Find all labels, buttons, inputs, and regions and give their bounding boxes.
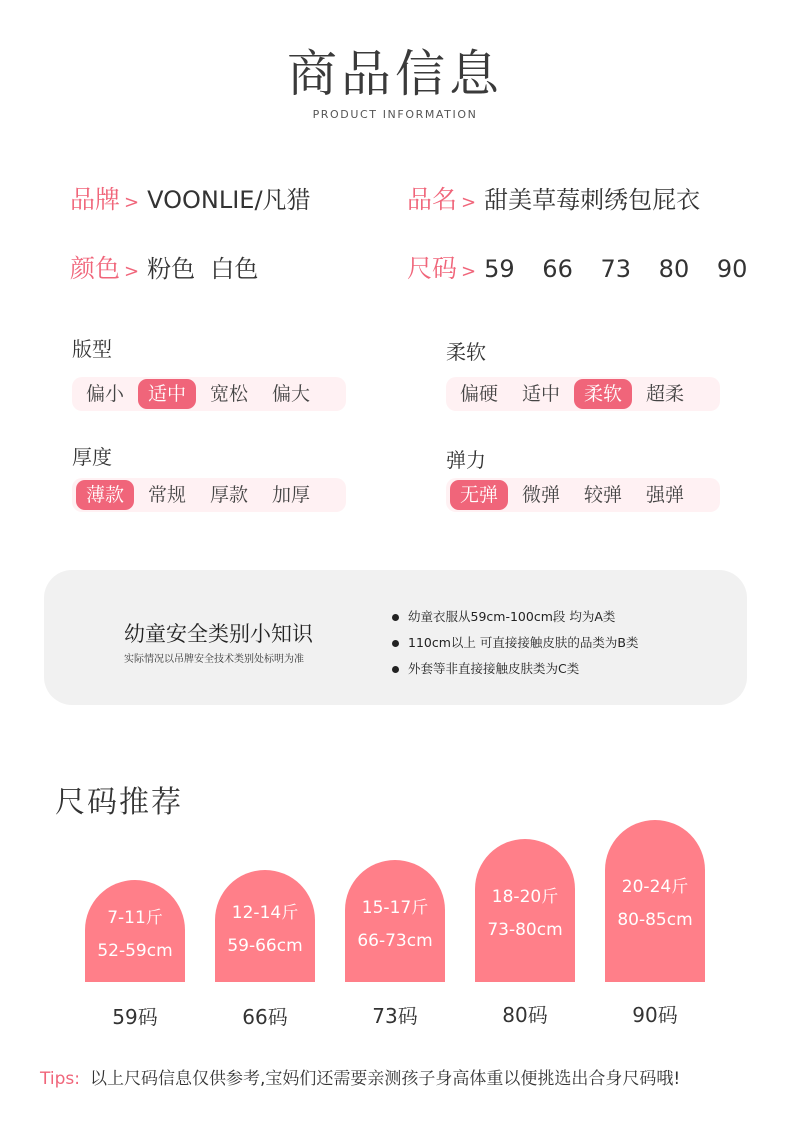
- thickness-option: 常规: [148, 484, 187, 506]
- size-value: 90: [716, 255, 748, 283]
- page-title: 商品信息: [287, 45, 503, 103]
- knowledge-list: [392, 604, 638, 682]
- softness-label: 柔软: [446, 340, 486, 364]
- page-subtitle: PRODUCT INFORMATION: [312, 108, 478, 121]
- arrow-icon: >: [124, 261, 140, 282]
- bullet-icon: [392, 640, 399, 647]
- height-range: 52-59cm: [97, 941, 173, 961]
- size-value: 59: [484, 255, 515, 283]
- list-item: [392, 604, 638, 630]
- color-key: 颜色: [70, 254, 121, 283]
- color-row: [70, 249, 258, 285]
- arrow-icon: >: [461, 192, 477, 213]
- weight-range: 12-14斤: [231, 903, 299, 923]
- list-item: [392, 656, 638, 682]
- weight-range: 7-11斤: [107, 908, 163, 928]
- knowledge-item-text: 幼童衣服从59cm-100cm段 均为A类: [408, 609, 616, 624]
- brand-row: [70, 180, 311, 216]
- arrow-icon: >: [124, 192, 140, 213]
- arrow-icon: >: [461, 261, 477, 282]
- size-key: 尺码: [407, 254, 458, 283]
- thickness-label: 厚度: [72, 445, 112, 469]
- elasticity-options: [446, 478, 720, 512]
- thickness-option: 加厚: [272, 484, 311, 506]
- height-range: 73-80cm: [487, 920, 563, 940]
- size-arch: [605, 820, 705, 982]
- fit-options: [72, 377, 346, 411]
- size-arch: [475, 839, 575, 982]
- size-caption: 73码: [372, 1004, 418, 1028]
- height-range: 66-73cm: [357, 931, 433, 951]
- thickness-options: [72, 478, 346, 512]
- fit-option: 适中: [138, 379, 196, 409]
- elasticity-option: 较弹: [584, 484, 623, 506]
- fit-option: 偏小: [86, 383, 125, 405]
- fit-option: 偏大: [272, 383, 311, 405]
- bullet-icon: [392, 614, 399, 621]
- tips-line: [40, 1064, 680, 1089]
- fit-option: 宽松: [210, 383, 249, 405]
- size-caption: 90码: [632, 1003, 678, 1027]
- size-value: 66: [542, 255, 573, 283]
- tips-text: 以上尺码信息仅供参考,宝妈们还需要亲测孩子身高体重以便挑选出合身尺码哦!: [89, 1069, 681, 1089]
- list-item: [392, 630, 638, 656]
- softness-option: 适中: [522, 383, 561, 405]
- elasticity-option: 无弹: [450, 480, 508, 510]
- knowledge-item-text: 110cm以上 可直接接触皮肤的品类为B类: [408, 635, 639, 650]
- elasticity-label: 弹力: [446, 448, 486, 472]
- size-recommend-title: 尺码推荐: [55, 785, 183, 820]
- knowledge-subtitle: 实际情况以吊牌安全技术类别处标明为准: [124, 654, 304, 665]
- elasticity-option: 强弹: [646, 484, 685, 506]
- height-range: 80-85cm: [617, 910, 693, 930]
- thickness-option: 薄款: [76, 480, 134, 510]
- name-row: [407, 180, 700, 216]
- softness-option: 柔软: [574, 379, 632, 409]
- size-caption: 80码: [502, 1003, 548, 1027]
- size-caption: 66码: [242, 1005, 288, 1029]
- weight-range: 18-20斤: [491, 887, 559, 907]
- size-value: 73: [600, 255, 632, 283]
- size-arch: [85, 880, 185, 982]
- knowledge-title: 幼童安全类别小知识: [124, 622, 313, 646]
- knowledge-item-text: 外套等非直接接触皮肤类为C类: [408, 661, 580, 676]
- size-arch: [215, 870, 315, 982]
- weight-range: 15-17斤: [361, 898, 429, 918]
- softness-options: [446, 377, 720, 411]
- elasticity-option: 微弹: [522, 484, 561, 506]
- color-value: 粉色 白色: [147, 255, 259, 283]
- size-caption: 59码: [112, 1005, 158, 1029]
- height-range: 59-66cm: [227, 936, 303, 956]
- softness-option: 超柔: [646, 383, 685, 405]
- name-key: 品名: [407, 185, 458, 214]
- size-value: 80: [658, 255, 690, 283]
- size-arch: [345, 860, 445, 982]
- weight-range: 20-24斤: [621, 877, 689, 897]
- size-values: [484, 255, 767, 283]
- softness-option: 偏硬: [460, 383, 499, 405]
- name-value: 甜美草莓刺绣包屁衣: [484, 186, 701, 214]
- brand-key: 品牌: [70, 185, 121, 214]
- brand-value: VOONLIE/凡猎: [147, 186, 311, 214]
- bullet-icon: [392, 666, 399, 673]
- thickness-option: 厚款: [210, 484, 249, 506]
- tips-label: Tips:: [40, 1069, 80, 1089]
- fit-label: 版型: [72, 337, 112, 361]
- size-row: [407, 249, 767, 285]
